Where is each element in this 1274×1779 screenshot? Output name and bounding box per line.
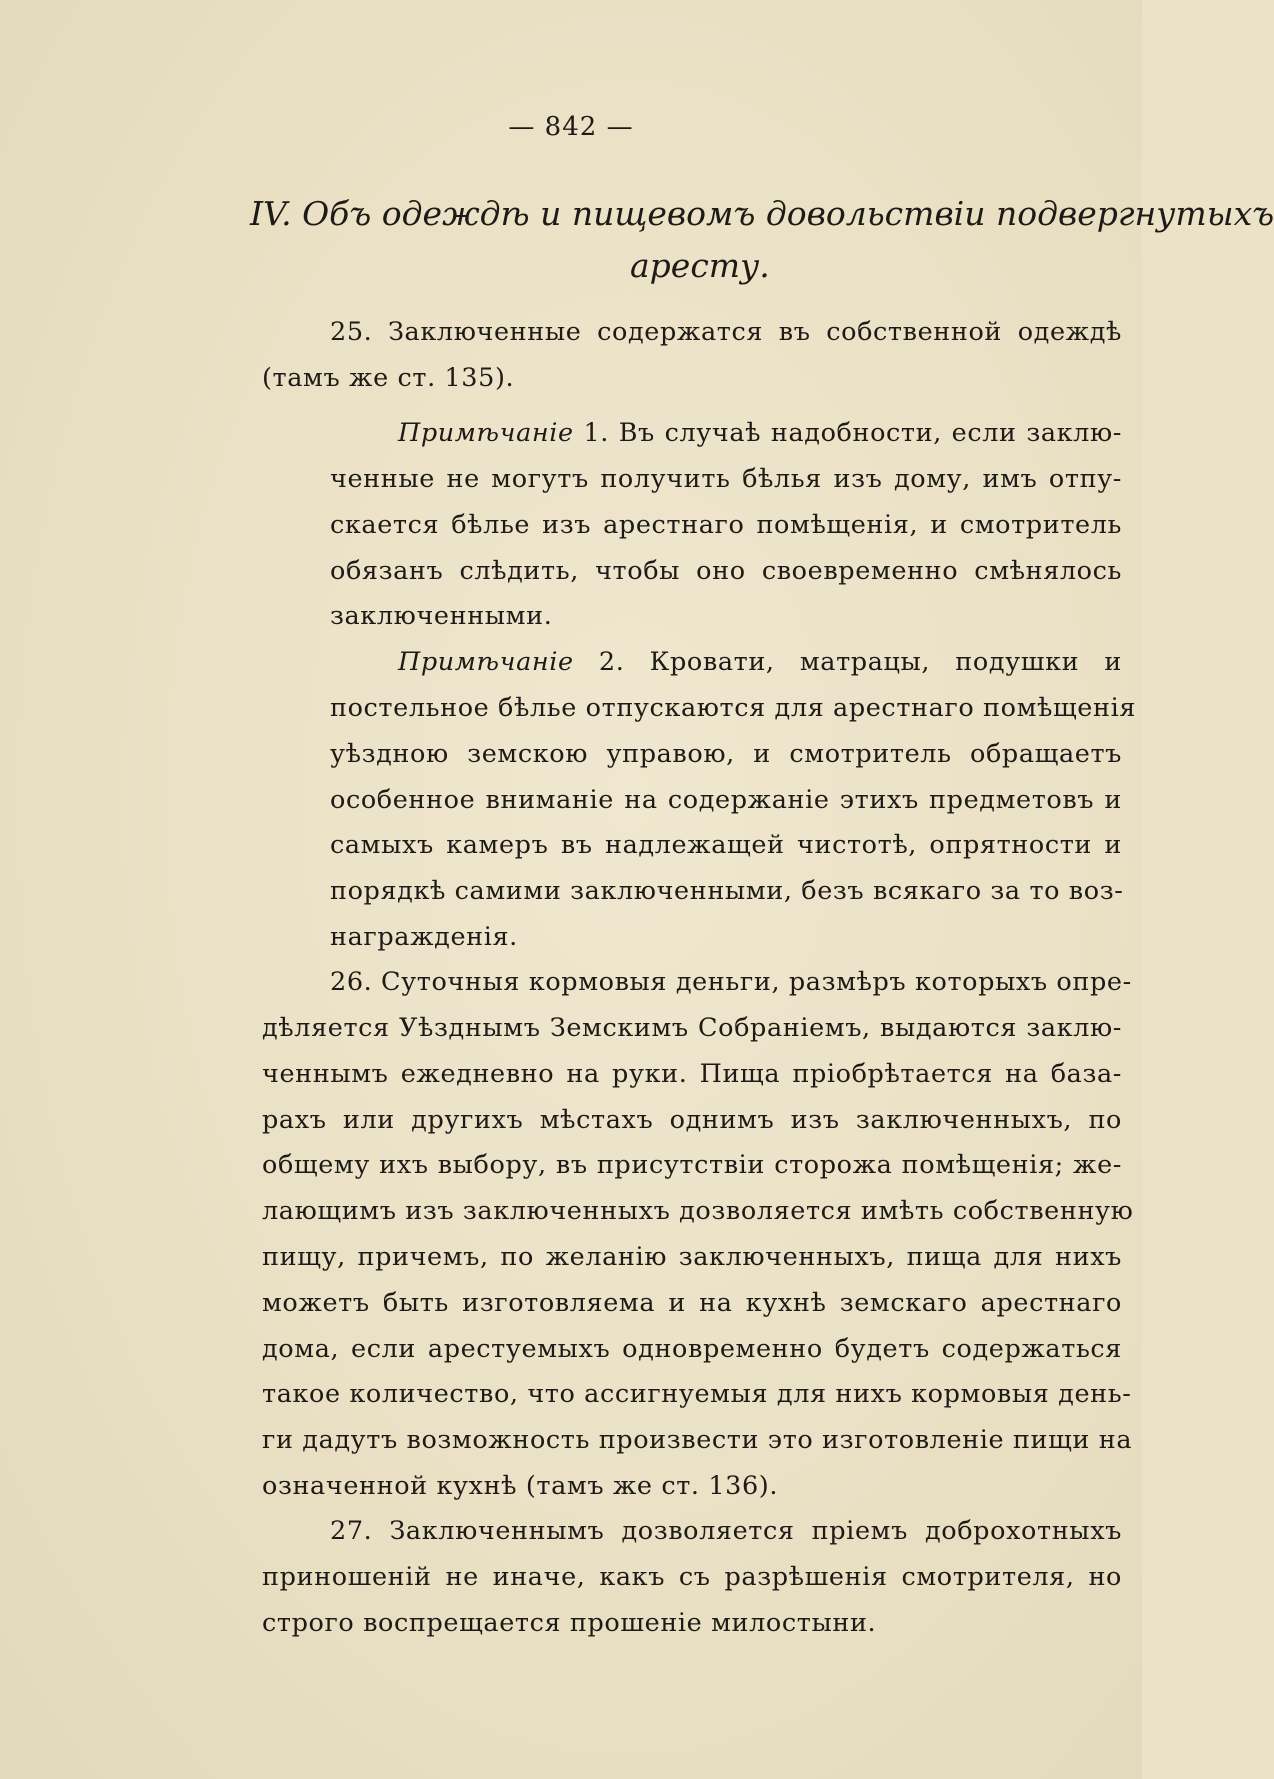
text-line: строго воспрещается прошеніе милостыни. xyxy=(262,1607,877,1638)
text-line: дома, если арестуемыхъ одновременно будетъ содержаться xyxy=(262,1333,1122,1364)
paragraph-26 xyxy=(262,1006,1134,1510)
text-line: особенное вниманіе на содержаніе этихъ предметовъ и xyxy=(330,784,1122,815)
text-line: 26. Суточныя кормовыя деньги, размѣръ которыхъ опре- xyxy=(330,967,1132,997)
paragraph-27-first-line xyxy=(330,1509,1122,1555)
text-line: дѣляется Уѣзднымъ Земскимъ Собраніемъ, выдаются заклю- xyxy=(262,1013,1122,1043)
text-line: (тамъ же ст. 135). xyxy=(262,363,515,393)
heading-line-1: IV. Объ одеждѣ и пищевомъ довольствіи подвергнутыхъ xyxy=(250,194,1274,233)
text-line: лающимъ изъ заключенныхъ дозволяется имѣть собственную xyxy=(262,1196,1134,1227)
note-2-first-line xyxy=(398,640,1122,686)
section-heading xyxy=(250,188,1274,292)
text-line: обязанъ слѣдить, чтобы оно своевременно смѣнялось xyxy=(330,555,1122,586)
text-line: общему ихъ выбору, въ присутствіи сторожа помѣщенія; же- xyxy=(262,1150,1122,1181)
text-line: ченнымъ ежедневно на руки. Пища пріобрѣтается на база- xyxy=(262,1058,1122,1089)
paragraph-27 xyxy=(262,1555,1122,1647)
text-line: рахъ или другихъ мѣстахъ однимъ изъ заключенныхъ, по xyxy=(262,1104,1122,1135)
text-line xyxy=(398,411,1122,457)
note-1 xyxy=(330,457,1122,640)
text-line: такое количество, что ассигнуемыя для нихъ кормовыя день- xyxy=(262,1379,1132,1410)
note-text: 2. Кровати, матрацы, подушки и xyxy=(573,647,1122,677)
paragraph-25-first-line xyxy=(330,310,1122,356)
note-2 xyxy=(330,686,1137,961)
text-line: 27. Заключеннымъ дозволяется пріемъ доброхотныхъ xyxy=(330,1516,1122,1546)
text-line: заключенными. xyxy=(330,601,553,632)
paragraph-25 xyxy=(262,356,1122,402)
note-1-first-line xyxy=(398,411,1122,457)
text-line: 25. Заключенные содержатся въ собственной одеждѣ xyxy=(330,317,1122,347)
text-line: приношеній не иначе, какъ съ разрѣшенія смотрителя, но xyxy=(262,1562,1122,1592)
text-line: пищу, причемъ, по желанію заключенныхъ, пища для нихъ xyxy=(262,1241,1122,1272)
text-line: уѣздною земскою управою, и смотритель обращаетъ xyxy=(330,738,1122,769)
note-text: 1. Въ случаѣ надобности, если заклю- xyxy=(573,418,1122,448)
note-label: Примѣчаніе xyxy=(398,418,574,448)
text-line: порядкѣ самими заключенными, безъ всякаго за то воз- xyxy=(330,876,1124,907)
text-line: ченные не могутъ получить бѣлья изъ дому, имъ отпу- xyxy=(330,464,1122,494)
text-line: скается бѣлье изъ арестнаго помѣщенія, и смотритель xyxy=(330,509,1122,540)
text-line: постельное бѣлье отпускаются для арестнаго помѣщенія xyxy=(330,693,1137,723)
heading-line-2: аресту. xyxy=(630,246,770,285)
paragraph-26-first-line xyxy=(330,960,1132,1006)
text-line xyxy=(398,640,1122,686)
text-line: награжденія. xyxy=(330,921,518,952)
text-line: самыхъ камеръ въ надлежащей чистотѣ, опрятности и xyxy=(330,830,1122,861)
text-line: означенной кухнѣ (тамъ же ст. 136). xyxy=(262,1470,779,1501)
page-number: — 842 — xyxy=(508,112,634,142)
text-line: можетъ быть изготовляема и на кухнѣ земскаго арестнаго xyxy=(262,1287,1122,1318)
text-line: ги дадутъ возможность произвести это изготовленіе пищи на xyxy=(262,1425,1133,1456)
note-label: Примѣчаніе xyxy=(398,647,574,677)
